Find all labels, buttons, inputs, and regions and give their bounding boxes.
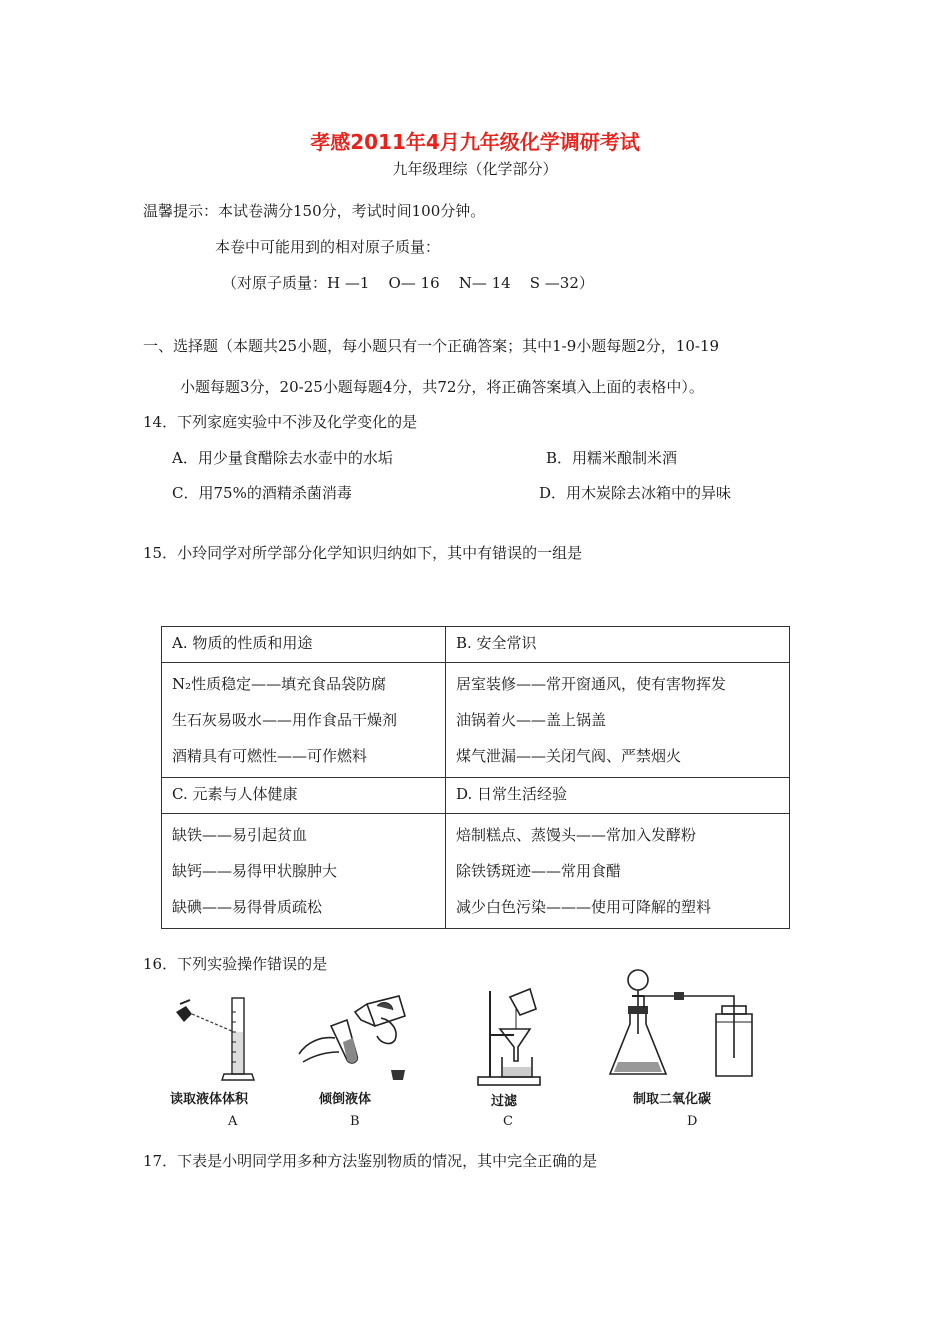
q15-cell-b-head: B. 安全常识 — [446, 627, 790, 663]
q15-a-line-1: N₂性质稳定——填充食品袋防腐 — [172, 675, 387, 693]
q15-cell-d-body — [446, 814, 790, 929]
figure-c-caption: 过滤 — [491, 1094, 518, 1109]
exam-subtitle: 九年级理综（化学部分） — [392, 160, 558, 178]
figure-c-letter: C — [503, 1114, 513, 1129]
q15-a-line-2: 生石灰易吸水——用作食品干燥剂 — [172, 711, 398, 729]
q15-a-line-3: 酒精具有可燃性——可作燃料 — [172, 747, 368, 765]
q15-cell-a-head: A. 物质的性质和用途 — [162, 627, 446, 663]
pouring-liquid-icon — [295, 990, 415, 1084]
section1-line-2: 小题每题3分，20-25小题每题4分，共72分，将正确答案填入上面的表格中）。 — [180, 378, 704, 396]
q15-cell-c-body — [162, 814, 446, 929]
q15-c-line-1: 缺铁——易引起贫血 — [172, 826, 308, 844]
q15-cell-b-body — [446, 663, 790, 778]
figure-d-caption: 制取二氧化碳 — [633, 1092, 712, 1107]
q14-option-a: A．用少量食醋除去水壶中的水垢 — [172, 449, 393, 467]
figure-a-letter: A — [228, 1114, 238, 1129]
figure-d-letter: D — [687, 1114, 698, 1129]
q15-d-line-2: 除铁锈斑迹——常用食醋 — [456, 862, 622, 880]
graduated-cylinder-reading-icon — [170, 992, 260, 1084]
q15-cell-d-head: D. 日常生活经验 — [446, 778, 790, 814]
section1-line-1: 一、选择题（本题共25小题，每小题只有一个正确答案；其中1-9小题每题2分，10-19 — [143, 337, 720, 355]
q15-c-line-2: 缺钙——易得甲状腺肿大 — [172, 862, 338, 880]
figure-b-caption: 倾倒液体 — [319, 1092, 372, 1107]
notice-line-2: 本卷中可能用到的相对原子质量： — [215, 238, 441, 256]
q15-b-line-1: 居室装修——常开窗通风，使有害物挥发 — [456, 675, 727, 693]
q16-stem: 16．下列实验操作错误的是 — [143, 955, 328, 973]
filtration-setup-icon — [470, 985, 550, 1090]
q14-option-d: D．用木炭除去冰箱中的异味 — [539, 484, 732, 502]
q15-cell-c-head: C. 元素与人体健康 — [162, 778, 446, 814]
q14-option-c: C．用75%的酒精杀菌消毒 — [172, 484, 352, 502]
q15-b-line-3: 煤气泄漏——关闭气阀、严禁烟火 — [456, 747, 682, 765]
q15-table — [161, 626, 790, 929]
q15-c-line-3: 缺碘——易得骨质疏松 — [172, 898, 323, 916]
notice-line-1: 温馨提示：本试卷满分150分，考试时间100分钟。 — [143, 202, 486, 220]
q15-d-line-3: 减少白色污染———使用可降解的塑料 — [456, 898, 712, 916]
q14-stem: 14．下列家庭实验中不涉及化学变化的是 — [143, 413, 418, 431]
exam-title: 孝感2011年4月九年级化学调研考试 — [310, 130, 640, 154]
q15-b-line-2: 油锅着火——盖上锅盖 — [456, 711, 607, 729]
figure-a-caption: 读取液体体积 — [170, 1092, 249, 1107]
q17-stem: 17．下表是小明同学用多种方法鉴别物质的情况，其中完全正确的是 — [143, 1152, 598, 1170]
q15-cell-a-body — [162, 663, 446, 778]
figure-b-letter: B — [350, 1114, 360, 1129]
q15-stem: 15．小玲同学对所学部分化学知识归纳如下，其中有错误的一组是 — [143, 544, 583, 562]
co2-generation-apparatus-icon — [608, 966, 768, 1086]
q14-option-b: B．用糯米酿制米酒 — [546, 449, 678, 467]
q15-d-line-1: 焙制糕点、蒸馒头——常加入发酵粉 — [456, 826, 697, 844]
notice-line-3: （对原子质量：H —1 O— 16 N— 14 S —32） — [222, 274, 594, 292]
